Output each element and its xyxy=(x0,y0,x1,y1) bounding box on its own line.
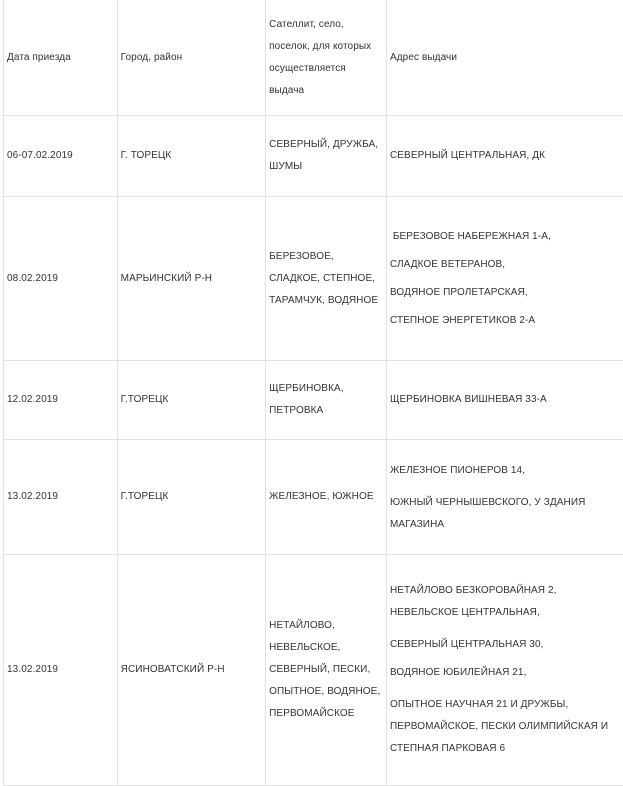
distribution-schedule-table xyxy=(3,0,623,786)
table-header-row xyxy=(4,0,623,116)
cell-address xyxy=(386,440,623,555)
cell-city: Г.ТОРЕЦК xyxy=(117,361,265,440)
cell-address xyxy=(386,197,623,361)
satellite-line: СЛАДКОЕ, СТЕПНОЕ, xyxy=(269,268,383,290)
header-satellite-line: поселок, для которых xyxy=(269,36,383,58)
address-line: ВОДЯНОЕ ПРОЛЕТАРСКАЯ, xyxy=(390,286,623,300)
header-city: Город, район xyxy=(117,0,265,116)
satellite-line: ШУМЫ xyxy=(269,156,383,178)
satellite-line: БЕРЕЗОВОЕ, xyxy=(269,246,383,268)
satellite-line: НЕТАЙЛОВО, xyxy=(269,615,383,637)
cell-address xyxy=(386,116,623,197)
header-satellite-line: Сателлит, село, xyxy=(269,14,383,36)
address-line: ОПЫТНОЕ НАУЧНАЯ 21 И ДРУЖБЫ, ПЕРВОМАЙСКОЕ, ПЕСКИ ОЛИМПИЙСКАЯ И СТЕПНАЯ ПАРКОВАЯ 6 xyxy=(390,694,614,760)
table-row xyxy=(4,361,623,440)
satellite-line: СЕВЕРНЫЙ, ДРУЖБА, xyxy=(269,134,383,156)
cell-satellite xyxy=(266,361,387,440)
cell-date: 08.02.2019 xyxy=(4,197,118,361)
satellite-line: ОПЫТНОЕ, ВОДЯНОЕ, xyxy=(269,681,383,703)
satellite-line: ПЕРВОМАЙСКОЕ xyxy=(269,703,383,725)
satellite-line: НЕВЕЛЬСКОЕ, xyxy=(269,637,383,659)
cell-city: МАРЬИНСКИЙ Р-Н xyxy=(117,197,265,361)
cell-date: 13.02.2019 xyxy=(4,555,118,786)
cell-city: ЯСИНОВАТСКИЙ Р-Н xyxy=(117,555,265,786)
table-row xyxy=(4,197,623,361)
cell-satellite xyxy=(266,440,387,555)
header-date: Дата приезда xyxy=(4,0,118,116)
table-row xyxy=(4,116,623,197)
satellite-line: ТАРАМЧУК, ВОДЯНОЕ xyxy=(269,290,383,312)
satellite-line: СЕВЕРНЫЙ, ПЕСКИ, xyxy=(269,659,383,681)
table-body xyxy=(4,0,623,786)
address-line: СЛАДКОЕ ВЕТЕРАНОВ, xyxy=(390,258,623,272)
header-satellite-line: выдача xyxy=(269,80,383,102)
cell-satellite xyxy=(266,197,387,361)
address-line: ВОДЯНОЕ ЮБИЛЕЙНАЯ 21, xyxy=(390,666,623,680)
address-line: ЮЖНЫЙ ЧЕРНЫШЕВСКОГО, У ЗДАНИЯ МАГАЗИНА xyxy=(390,492,614,536)
satellite-line: ПЕТРОВКА xyxy=(269,400,383,422)
cell-date: 06-07.02.2019 xyxy=(4,116,118,197)
table-row xyxy=(4,440,623,555)
header-satellite-line: осуществляется xyxy=(269,58,383,80)
address-line: ЩЕРБИНОВКА ВИШНЕВАЯ 33-А xyxy=(390,389,623,411)
header-address: Адрес выдачи xyxy=(386,0,623,116)
cell-date: 12.02.2019 xyxy=(4,361,118,440)
address-line: ЖЕЛЕЗНОЕ ПИОНЕРОВ 14, xyxy=(390,464,623,478)
address-line: НЕТАЙЛОВО БЕЗКОРОВАЙНАЯ 2, НЕВЕЛЬСКОЕ ЦЕНТРАЛЬНАЯ, xyxy=(390,580,614,624)
header-satellite xyxy=(266,0,387,116)
address-line: СТЕПНОЕ ЭНЕРГЕТИКОВ 2-А xyxy=(390,314,623,328)
satellite-line: ЩЕРБИНОВКА, xyxy=(269,378,383,400)
cell-city: Г.ТОРЕЦК xyxy=(117,440,265,555)
satellite-line: ЖЕЛЕЗНОЕ, ЮЖНОЕ xyxy=(269,486,383,508)
cell-satellite xyxy=(266,116,387,197)
address-line: СЕВЕРНЫЙ ЦЕНТРАЛЬНАЯ, ДК xyxy=(390,145,623,167)
cell-date: 13.02.2019 xyxy=(4,440,118,555)
cell-address xyxy=(386,555,623,786)
cell-address xyxy=(386,361,623,440)
cell-city: Г. ТОРЕЦК xyxy=(117,116,265,197)
table-row xyxy=(4,555,623,786)
address-line: БЕРЕЗОВОЕ НАБЕРЕЖНАЯ 1-А, xyxy=(390,230,623,244)
cell-satellite xyxy=(266,555,387,786)
address-line: СЕВЕРНЫЙ ЦЕНТРАЛЬНАЯ 30, xyxy=(390,638,623,652)
